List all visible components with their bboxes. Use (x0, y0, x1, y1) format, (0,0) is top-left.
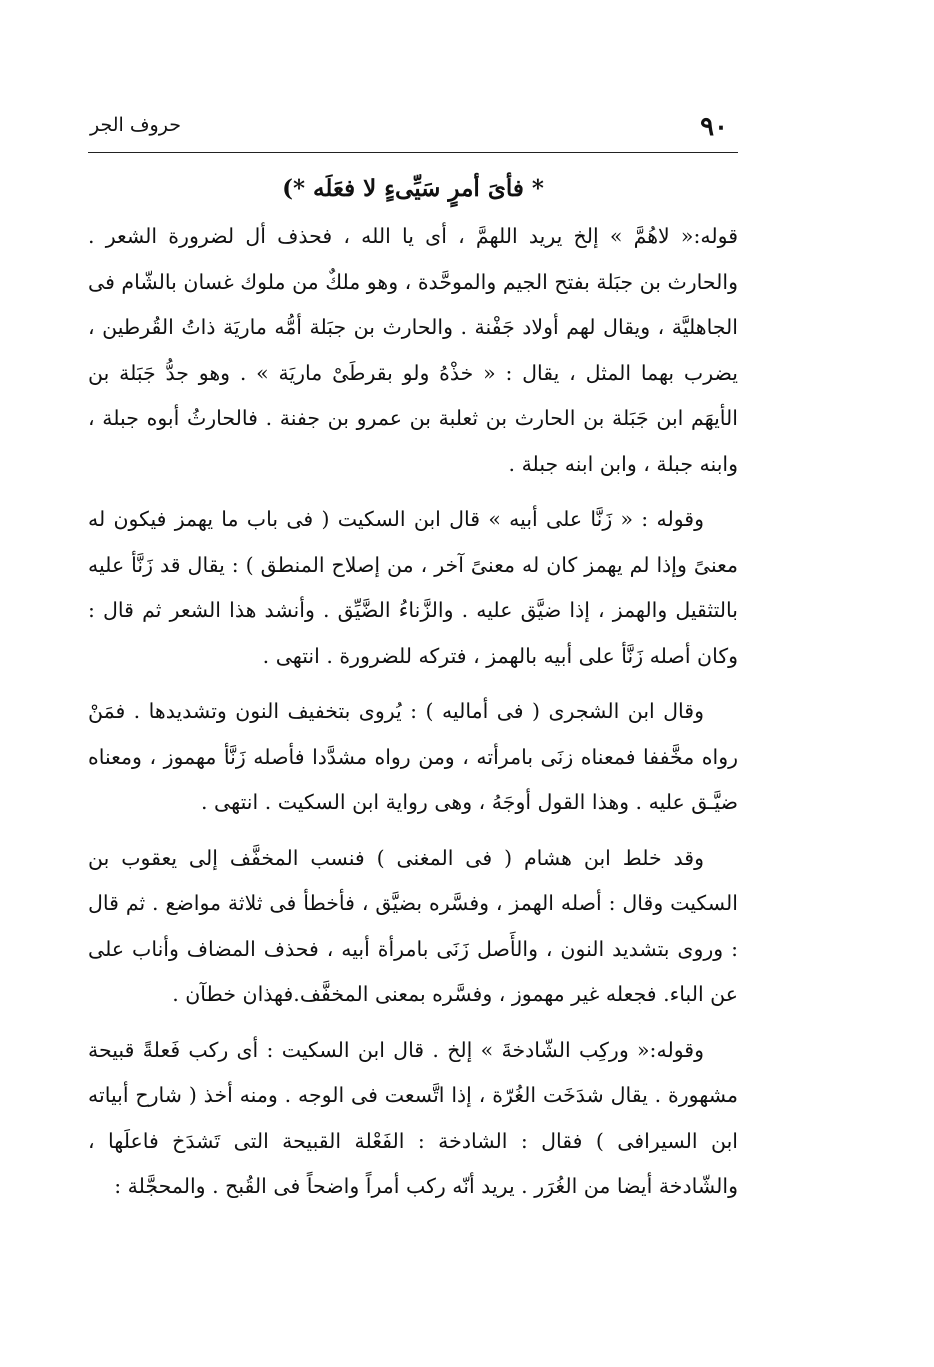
paragraph: وقوله : « زَنَّا على أبيه » قال ابن السكيت ( فى باب ما يهمز فيكون له معنىً وإذا لم يهمز كان له معنىً آخر ، من إصلاح المنطق ) : يقال قد زَنَّأ عليه بالتثقيل والهمز ، إذا ضيَّق عليه . والزَّناءُ الضَّيِّق . وأنشد هذا الشعر ثم قال : وكان أصله زَنَّأ على أبيه بالهمز ، فتركه للضرورة . انتهى . (88, 507, 738, 668)
page-header (88, 100, 738, 153)
running-title: حروف الجر (90, 114, 181, 136)
page-number: ٩٠ (700, 112, 728, 142)
paragraph: قوله:« لاهُمَّ » إلخ يريد اللهمَّ ، أى يا الله ، فحذف أل لضرورة الشعر . والحارث بن جبَلة بفتح الجيم والموحَّدة ، وهو ملكٌ من ملوك غسان بالشّام فى الجاهليَّة ، ويقال لهم أولاد جَفْنة . والحارث بن جبَلة أمُّه ماريَة ذاتُ القُرطين ، يضرب بهما المثل ، يقال : « خذْهُ ولو بقرطَىْ ماريَة » . وهو جدُّ جَبَلة بن الأيهَم ابن جَبَلة بن الحارث بن ثعلبة بن عمرو بن جفنة . فالحارثُ أبوه جبلة ، وابنه جبلة ، وابن ابنه جبلة . (88, 224, 738, 476)
paragraph: وقوله:« وركِب الشّادخةَ » إلخ . قال ابن السكيت : أى ركب فَعلةً قبيحة مشهورة . يقال شدَخَت الغُرّة ، إذا اتَّسعت فى الوجه . ومنه أخذ ( شارح أبياته ابن السيرافى ) فقال : الشادخة : الفَعْلة القبيحة التى تَشدَخ فاعلَها ، والشّادخة أيضا من الغُرَر . يريد أنّه ركب أمراً واضحاً فى القُبح . والمحجَّلة : (88, 1037, 738, 1198)
paragraph: وقال ابن الشجرى ( فى أماليه ) : يُروى بتخفيف النون وتشديدها . فمَنْ رواه مخَّففا فمعناه زنَى بامرأته ، ومن رواه مشدَّدا فأصله زَنَّأ مهموز ، ومعناه ضيَّـق عليه . وهذا القول أوجَهُ ، وهى رواية ابن السكيت . انتهى . (88, 699, 738, 814)
verse-line: * فأىَ أمرٍ سَيِّىءٍ لا فعَلَه *) (282, 175, 544, 202)
page (88, 100, 738, 1220)
paragraph: وقد خلط ابن هشام ( فى المغنى ) فنسب المخفَّف إلى يعقوب بن السكيت وقال : أصله الهمز ، وفسَّره بضيَّق ، فأخطأ فى ثلاثة مواضع . ثم قال : وروى بتشديد النون ، والأَصل زَنَى بامرأة أبيه ، فحذف المضاف وأناب على عن الباء. فجعله غير مهموز ، وفسَّره بمعنى المخفَّف.فهذان خطآن . (88, 845, 738, 1006)
